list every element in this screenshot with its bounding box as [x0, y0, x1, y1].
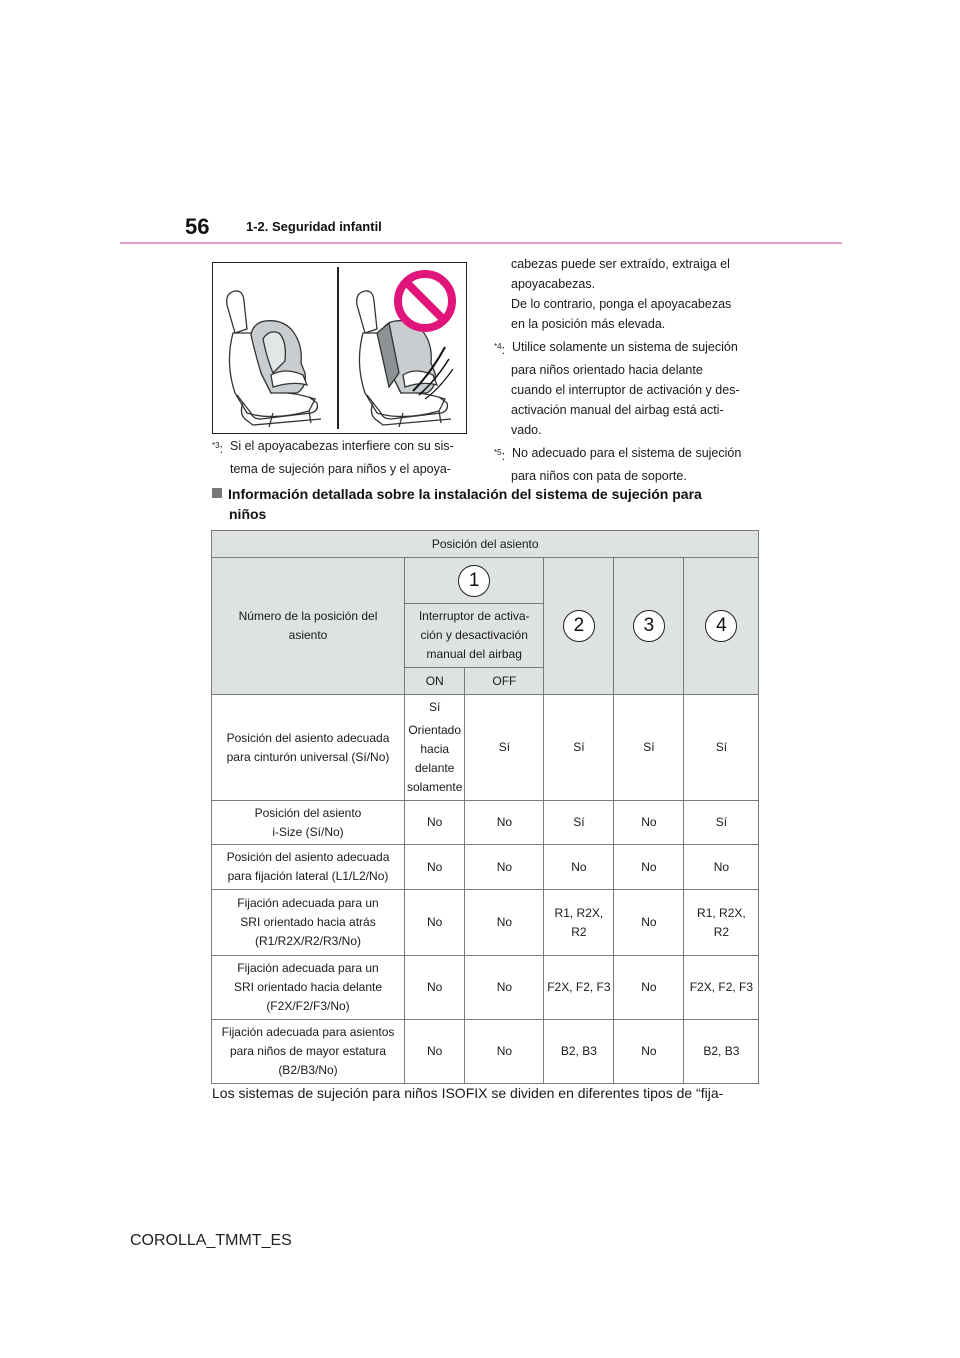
cell-seat1-on: No [405, 1020, 465, 1084]
off-label: OFF [465, 668, 544, 695]
subheading [212, 484, 752, 524]
table-row [212, 801, 759, 845]
cell-seat2: B2, B3 [544, 1020, 614, 1084]
body-paragraph: Los sistemas de sujeción para niños ISOFIX se dividen en diferentes tipos de “fija- [212, 1085, 724, 1101]
cell-seat2: No [544, 845, 614, 890]
cell-seat4: No [684, 845, 759, 890]
row-label: Fijación adecuada para un SRI orientado hacia delante (F2X/F2/F3/No) [212, 956, 405, 1020]
cell-seat1-off: No [465, 1020, 544, 1084]
cell-seat4: Sí [684, 801, 759, 845]
subheading-line1: Información detallada sobre la instalación del sistema de sujeción para [228, 486, 702, 502]
table-title-row [212, 531, 759, 558]
cell-line: hacia [420, 742, 450, 756]
airbag-switch-label: Interruptor de activa- ción y desactivación manual del airbag [405, 604, 544, 668]
footnote-4-line: cuando el interruptor de activación y des- [511, 383, 740, 398]
footnote-4-continuation [494, 360, 759, 440]
seat-number-3-icon: 3 [633, 610, 665, 642]
footnote-marker: $^{*5}$: [494, 448, 506, 464]
footnote-4-line: vado. [511, 423, 542, 438]
cell-seat1-off: No [465, 890, 544, 956]
row-label: Fijación adecuada para asientos para niños de mayor estatura (B2/B3/No) [212, 1020, 405, 1084]
cell-line: delante [415, 761, 455, 775]
table-row [212, 1020, 759, 1084]
cell-seat3: No [614, 801, 684, 845]
cell-seat2: Sí [544, 801, 614, 845]
footnote-3-line2: tema de sujeción para niños y el apoya- [230, 462, 451, 477]
section-title: 1-2. Seguridad infantil [246, 219, 382, 234]
seat-number-1-icon: 1 [458, 565, 490, 597]
row-label: Posición del asiento adecuada para fijación lateral (L1/L2/No) [212, 845, 405, 890]
footnote-5-line1: No adecuado para el sistema de sujeción [512, 446, 742, 461]
subheading-line2: niños [229, 506, 267, 522]
cell-seat3: Sí [614, 695, 684, 801]
cell-seat1-off: Sí [465, 695, 544, 801]
table-row [212, 695, 759, 801]
table-header-row [212, 558, 759, 604]
footnote-3-cont-line: cabezas puede ser extraído, extraiga el [511, 257, 730, 271]
child-seat-drawing [213, 263, 466, 433]
table-row [212, 956, 759, 1020]
cell-seat4: R1, R2X, R2 [684, 890, 759, 956]
row-label: Posición del asiento i-Size (Sí/No) [212, 801, 405, 845]
cell-seat2: Sí [544, 695, 614, 801]
seat-3-header [614, 558, 684, 695]
footnote-3-cont-line: De lo contrario, ponga el apoyacabezas [511, 297, 732, 311]
cell-seat1-on [405, 695, 465, 801]
footnote-3-cont-line: en la posición más elevada. [511, 317, 666, 331]
cell-seat1-off: No [465, 956, 544, 1020]
cell-seat1-on: No [405, 956, 465, 1020]
seat-number-2-icon: 2 [563, 610, 595, 642]
seat-1-header [405, 558, 544, 604]
table-row [212, 845, 759, 890]
cell-seat3: No [614, 890, 684, 956]
cell-seat1-off: No [465, 801, 544, 845]
cell-seat1-off: No [465, 845, 544, 890]
seat-4-header [684, 558, 759, 695]
header-divider [120, 242, 842, 244]
on-label: ON [405, 668, 465, 695]
cell-seat4: Sí [684, 695, 759, 801]
cell-seat4: F2X, F2, F3 [684, 956, 759, 1020]
footnote-5-line2: para niños con pata de soporte. [511, 469, 687, 484]
cell-line: Orientado [408, 723, 462, 737]
cell-seat2: R1, R2X, R2 [544, 890, 614, 956]
footnote-marker: $^{*3}$: [212, 441, 224, 457]
seat-position-table [211, 530, 759, 1084]
footer-document-code: COROLLA_TMMT_ES [130, 1232, 292, 1249]
footnote-3-continuation [494, 254, 759, 334]
child-seat-illustration [212, 262, 467, 434]
seat-2-header [544, 558, 614, 695]
cell-seat1-on: No [405, 890, 465, 956]
footnote-5 [494, 443, 759, 466]
footnote-3 [212, 436, 474, 479]
cell-seat2: F2X, F2, F3 [544, 956, 614, 1020]
correct-seat-drawing [227, 291, 321, 427]
footnote-4-line1: Utilice solamente un sistema de sujeción [512, 340, 738, 354]
seat-number-label: Número de la posición del asiento [212, 558, 405, 695]
table-row [212, 890, 759, 956]
footnote-3-line1: Si el apoyacabezas interfiere con su sis- [230, 439, 454, 453]
cell-seat4: B2, B3 [684, 1020, 759, 1084]
page-number: 56 [185, 214, 210, 239]
cell-line: Sí [429, 700, 441, 714]
cell-seat3: No [614, 845, 684, 890]
cell-seat3: No [614, 1020, 684, 1084]
seat-number-4-icon: 4 [705, 610, 737, 642]
footnote-marker: $^{*4}$: [494, 342, 506, 358]
prohibited-icon [398, 274, 452, 328]
table-title: Posición del asiento [212, 531, 759, 558]
footnote-4-line: activación manual del airbag está acti- [511, 403, 724, 418]
right-column-notes [494, 254, 759, 486]
cell-seat3: No [614, 956, 684, 1020]
row-label: Posición del asiento adecuada para cinturón universal (Sí/No) [212, 695, 405, 801]
bullet-square-icon [212, 488, 222, 498]
footnote-3-cont-line: apoyacabezas. [511, 277, 596, 291]
cell-seat1-on: No [405, 801, 465, 845]
footnote-4-line: para niños orientado hacia delante [511, 363, 703, 378]
cell-seat1-on: No [405, 845, 465, 890]
footnote-4 [494, 337, 759, 360]
row-label: Fijación adecuada para un SRI orientado hacia atrás (R1/R2X/R2/R3/No) [212, 890, 405, 956]
cell-line: solamente [407, 780, 463, 794]
